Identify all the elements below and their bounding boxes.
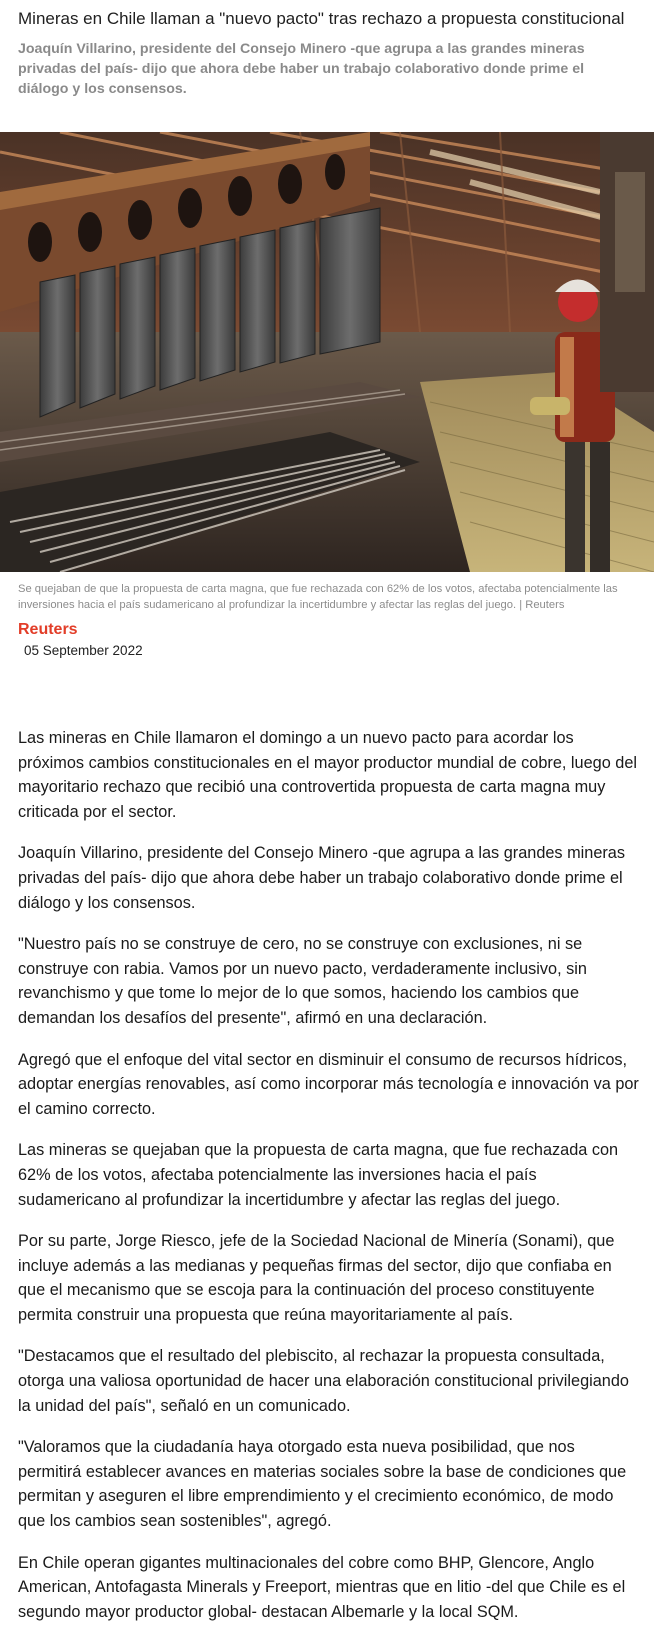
copper-refinery-photo bbox=[0, 132, 654, 572]
article-subtitle: Joaquín Villarino, presidente del Consejo Minero -que agrupa a las grandes mineras privadas del país- dijo que ahora debe haber un trabajo colaborativo donde prime el diálogo y los consensos. bbox=[18, 41, 585, 97]
article-header bbox=[0, 0, 654, 99]
image-caption: Se quejaban de que la propuesta de carta magna, que fue rechazada con 62% de los votos, afectaba potencialmente las inversiones hacia el país sudamericano al profundizar la incertidumbre y afectar las reglas del juego. | Reuters bbox=[18, 583, 618, 611]
paragraph: Joaquín Villarino, presidente del Consejo Minero -que agrupa a las grandes mineras privadas del país- dijo que ahora debe haber un trabajo colaborativo donde prime el diálogo y los consensos. bbox=[18, 844, 625, 912]
article-body bbox=[18, 726, 640, 1641]
paragraph: Las mineras se quejaban que la propuesta de carta magna, que fue rechazada con 62% de los votos, afectaba potencialmente las inversiones hacia el país sudamericano al profundizar la incertidumbre y afectar las reglas del juego. bbox=[18, 1141, 619, 1209]
paragraph: Por su parte, Jorge Riesco, jefe de la Sociedad Nacional de Minería (Sonami), que incluye además a las medianas y pequeñas firmas del sector, dijo que confiaba en que el mecanismo que se escoja para la continuación del proceso constituyente permita construir una propuesta que reúna mayoritariamente al país. bbox=[18, 1232, 615, 1324]
paragraph: "Valoramos que la ciudadanía haya otorgado esta nueva posibilidad, que nos permitirá establecer avances en materias sociales sobre la base de condiciones que permitan y aseguren el libre emprendimiento y el crecimiento económico, de modo que los cambios sean sostenibles", agregó. bbox=[18, 1438, 627, 1531]
paragraph: En Chile operan gigantes multinacionales del cobre como BHP, Glencore, Anglo American, Antofagasta Minerals y Freeport, mientras que en litio -del que Chile es el segundo mayor productor global- destacan Albemarle y la local SQM. bbox=[18, 1553, 626, 1621]
paragraph: "Nuestro país no se construye de cero, no se construye con exclusiones, ni se construye con rabia. Vamos por un nuevo pacto, verdaderamente inclusivo, sin revanchismo y que tome lo mejor de lo que somos, haciendo los cambios que demandan los desafíos del presente", afirmó en una declaración. bbox=[18, 935, 587, 1027]
paragraph: Las mineras en Chile llamaron el domingo a un nuevo pacto para acordar los próximos cambios constitucionales en el mayor productor mundial de cobre, luego del mayoritario rechazo que recibió una controvertida propuesta de carta magna muy criticada por el sector. bbox=[18, 729, 638, 821]
paragraph: Agregó que el enfoque del vital sector en disminuir el consumo de recursos hídricos, adoptar energías renovables, así como incorporar más tecnología e innovación va por el camino correcto. bbox=[18, 1050, 639, 1118]
article-title: Mineras en Chile llaman a "nuevo pacto" tras rechazo a propuesta constitucional bbox=[18, 9, 625, 28]
paragraph: "Destacamos que el resultado del plebiscito, al rechazar la propuesta consultada, otorga una valiosa oportunidad de hacer una elaboración constitucional privilegiando la unidad del país", señaló en un comunicado. bbox=[18, 1347, 629, 1415]
hero-image bbox=[0, 132, 654, 572]
source-link[interactable]: Reuters bbox=[18, 621, 78, 638]
publish-date: 05 September 2022 bbox=[24, 643, 143, 658]
